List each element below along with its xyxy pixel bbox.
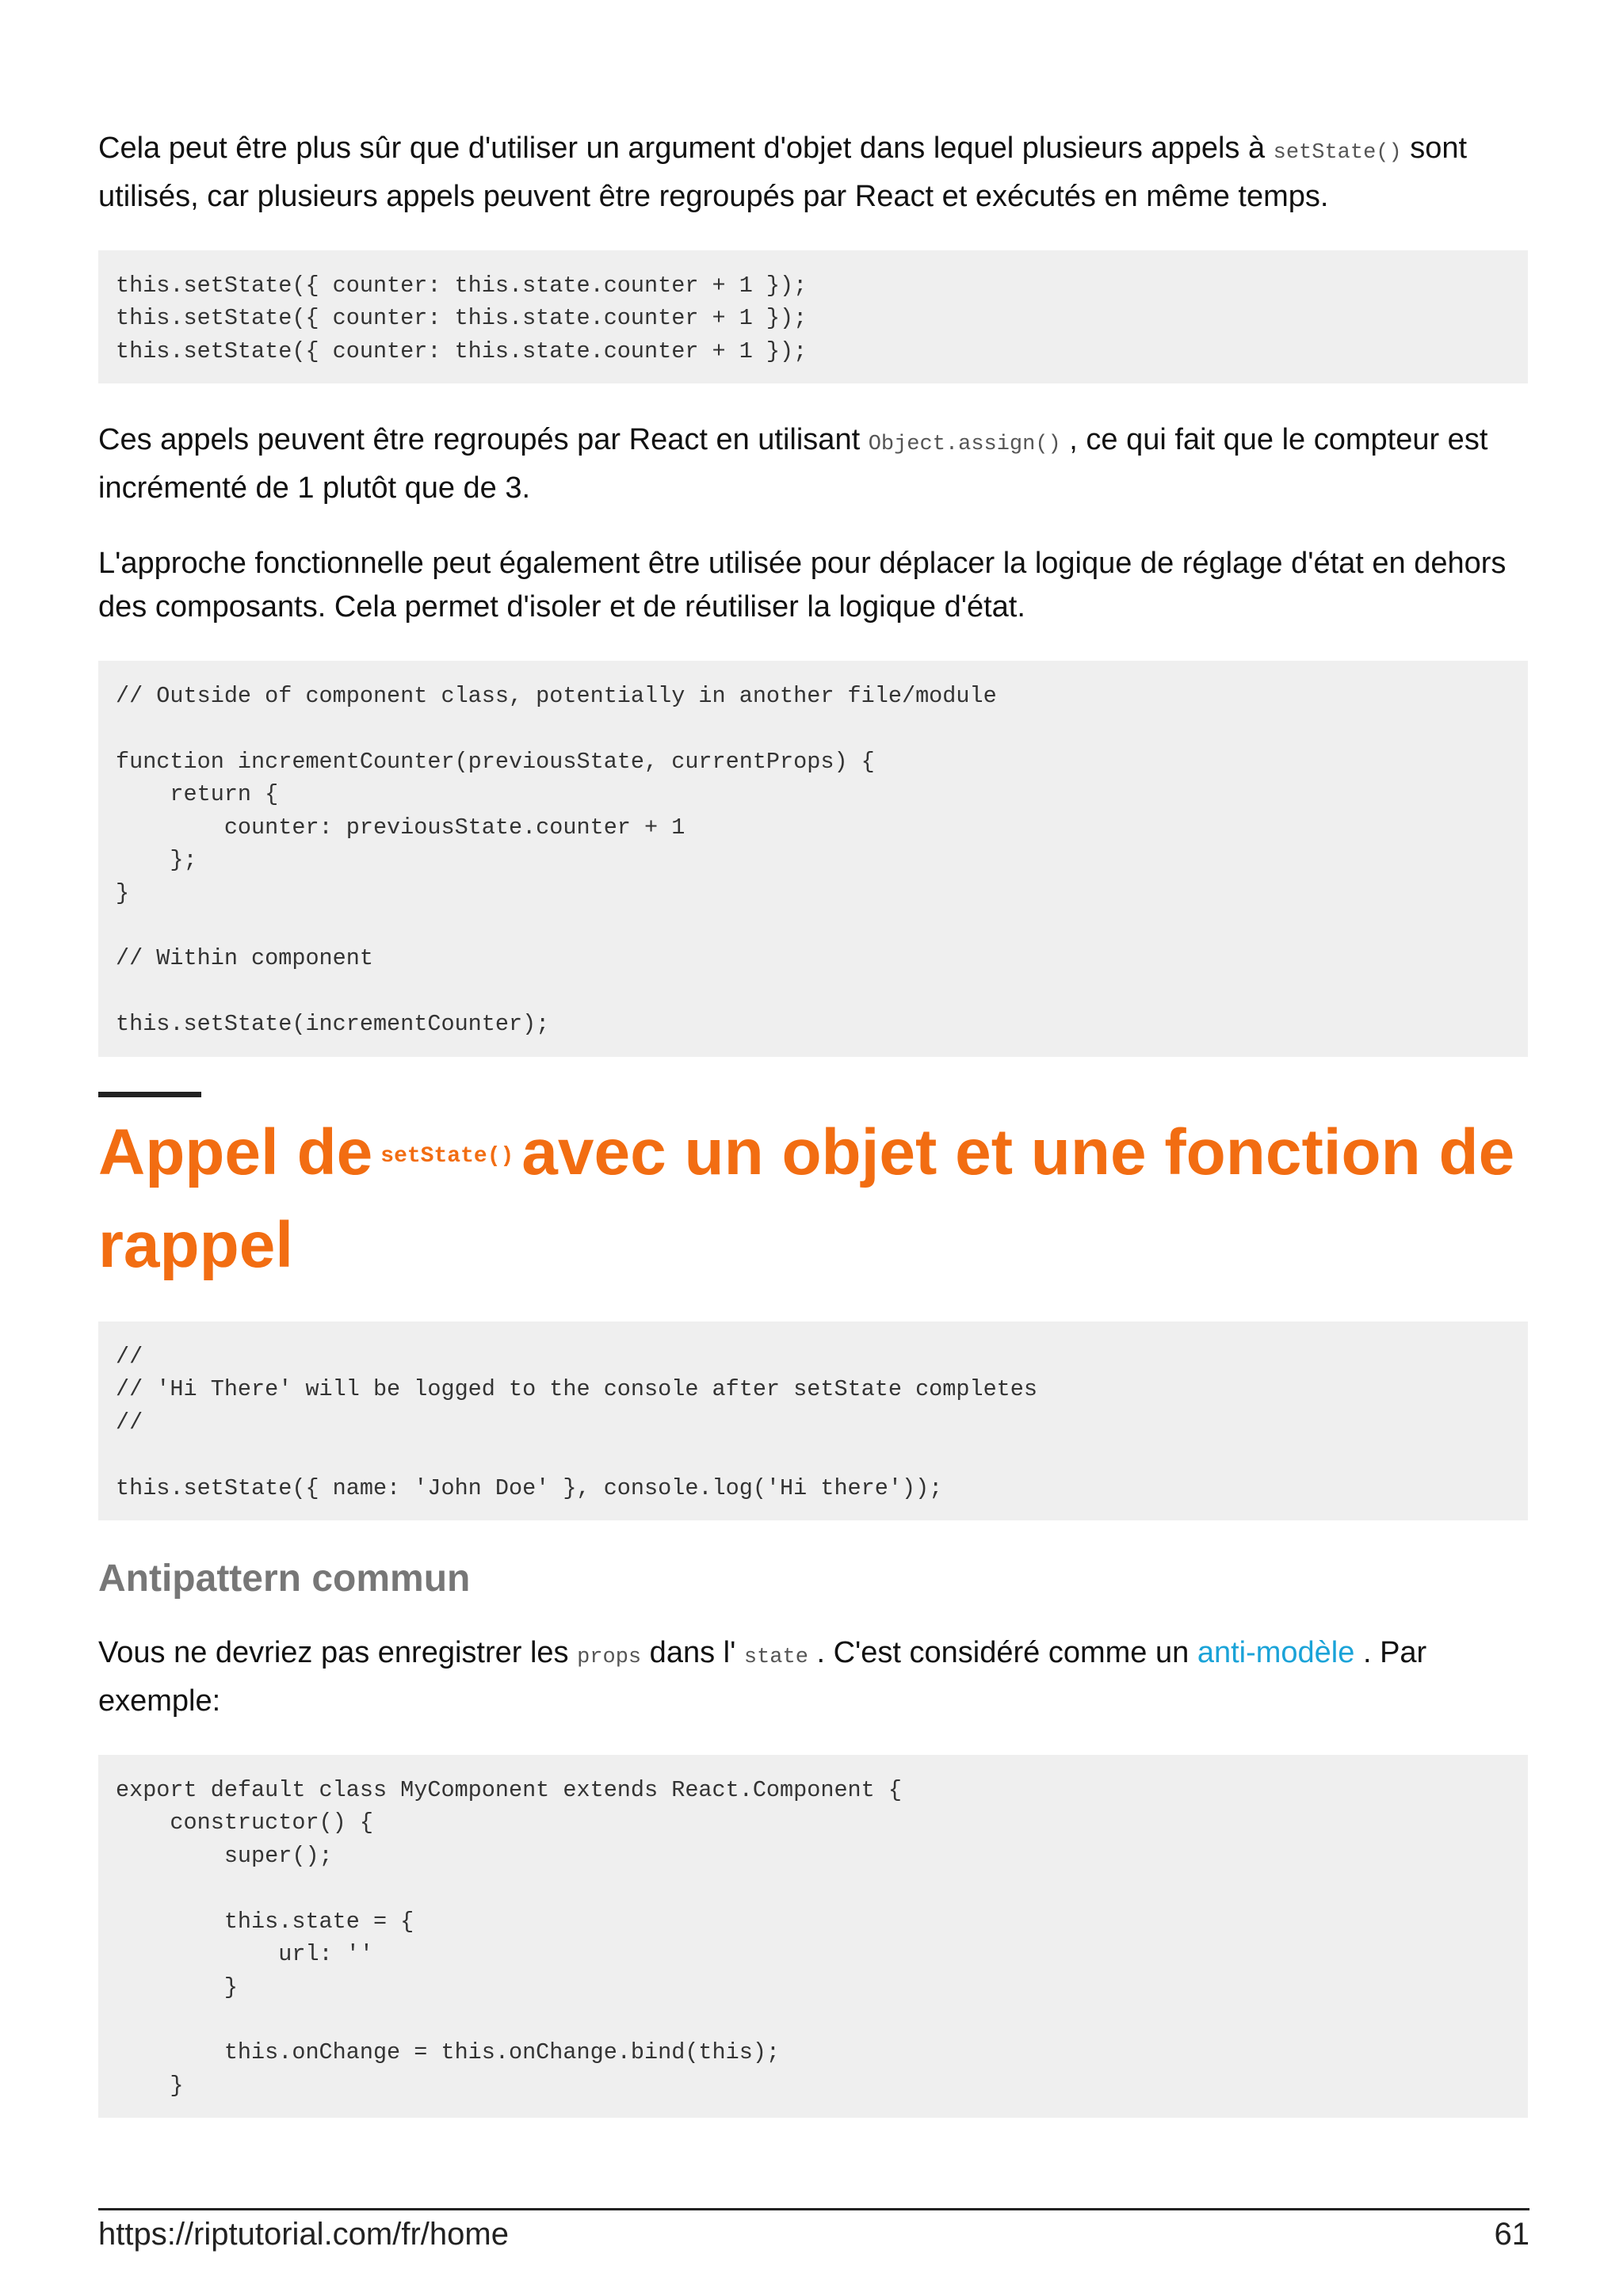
anti-pattern-link[interactable]: anti-modèle: [1197, 1636, 1355, 1670]
code-block-increment-counter: // Outside of component class, potentially in another file/module function incrementCounter(previousState, currentProps) { return { counter: previousState.counter + 1 }; } // Within component this.setState(incrementCounter);: [98, 661, 1528, 1056]
inline-code: Object.assign(): [868, 433, 1061, 457]
heading-text: avec un objet et une fonction de rappel: [98, 1116, 1515, 1282]
section-heading: [98, 1108, 1528, 1290]
paragraph-text: sont utilisés, car plusieurs appels peuvent être regroupés par React et exécutés en même temps.: [98, 132, 1468, 213]
paragraph-antipattern: [98, 1631, 1528, 1723]
subsection-heading: Antipattern commun: [98, 1558, 471, 1600]
paragraph-text: Vous ne devriez pas enregistrer les: [98, 1636, 578, 1670]
inline-code: setState(): [1273, 141, 1402, 165]
page-number: 61: [1494, 2217, 1529, 2252]
paragraph-text: dans l': [641, 1636, 744, 1670]
paragraph-batched-calls: [98, 418, 1528, 510]
code-block-mycomponent: export default class MyComponent extends React.Component { constructor() { super(); this.state = { url: '' } this.onChange = this.onChange.bind(this); }: [98, 1755, 1528, 2118]
paragraph-text: . C'est considéré comme un: [808, 1636, 1197, 1670]
paragraph-text: , ce qui fait que le compteur est incrémenté de 1 plutôt que de 3.: [98, 423, 1488, 505]
inline-code: state: [743, 1646, 808, 1670]
code-block-callback: // // 'Hi There' will be logged to the console after setState completes // this.setState({ name: 'John Doe' }, console.log('Hi there'));: [98, 1322, 1528, 1520]
heading-rule: [98, 1092, 201, 1097]
heading-inline-code: setState(): [380, 1144, 514, 1169]
paragraph-setstate-safety: [98, 127, 1528, 219]
paragraph-text: . Par exemple:: [98, 1636, 1427, 1718]
paragraph-text: Ces appels peuvent être regroupés par React en utilisant: [98, 423, 869, 457]
footer-url: https://riptutorial.com/fr/home: [98, 2217, 509, 2252]
paragraph-text: Cela peut être plus sûr que d'utiliser un argument d'objet dans lequel plusieurs appels à: [98, 132, 1274, 165]
inline-code: props: [577, 1646, 642, 1670]
code-block-multiple-setstate: this.setState({ counter: this.state.counter + 1 }); this.setState({ counter: this.state.counter + 1 }); this.setState({ counter: this.state.counter + 1 });: [98, 250, 1528, 383]
heading-text: Appel de: [98, 1116, 373, 1188]
footer-rule: [98, 2208, 1529, 2210]
paragraph-functional-approach: L'approche fonctionnelle peut également être utilisée pour déplacer la logique de réglage d'état en dehors des composants. Cela permet d'isoler et de réutiliser la logique d'état.: [98, 547, 1507, 624]
page-content: [98, 127, 1528, 2153]
